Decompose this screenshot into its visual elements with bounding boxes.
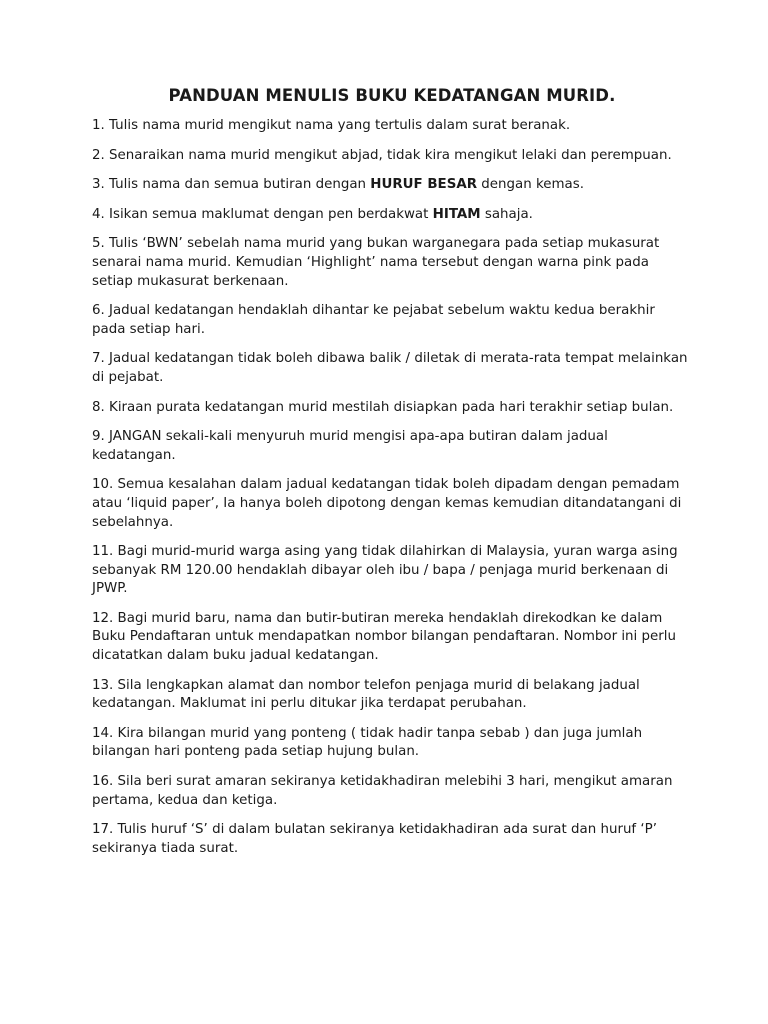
list-item-6: 6. Jadual kedatangan hendaklah dihantar ke pejabat sebelum waktu kedua berakhir pada setiap hari.	[92, 303, 655, 337]
list-item-7: 7. Jadual kedatangan tidak boleh dibawa balik / diletak di merata-rata tempat melainkan di pejabat.	[92, 351, 688, 385]
list-item-9: 9. JANGAN sekali-kali menyuruh murid mengisi apa-apa butiran dalam jadual kedatangan.	[92, 429, 608, 463]
list-item-11: 11. Bagi murid-murid warga asing yang tidak dilahirkan di Malaysia, yuran warga asing sebanyak RM 120.00 hendaklah dibayar oleh ibu / bapa / penjaga murid berkenaan di JPWP.	[92, 544, 678, 597]
list-item-8: 8. Kiraan purata kedatangan murid mestilah disiapkan pada hari terakhir setiap bulan.	[92, 399, 674, 415]
list-item-17: 17. Tulis huruf ‘S’ di dalam bulatan sekiranya ketidakhadiran ada surat dan huruf ‘P’ sekiranya tiada surat.	[92, 822, 657, 856]
list-item-3-text-start: 3. Tulis nama dan semua butiran dengan	[92, 177, 371, 193]
list-item-3-text-end: dengan kemas.	[477, 177, 584, 193]
list-item-4-emphasis: HITAM	[432, 206, 481, 222]
list-item-4-text-end: sahaja.	[480, 206, 533, 222]
list-item-3-emphasis: HURUF BESAR	[370, 177, 478, 193]
list-item-1: 1. Tulis nama murid mengikut nama yang tertulis dalam surat beranak.	[92, 118, 571, 133]
list-item-16: 16. Sila beri surat amaran sekiranya ketidakhadiran melebihi 3 hari, mengikut amaran pertama, kedua dan ketiga.	[92, 774, 673, 808]
document-title: PANDUAN MENULIS BUKU KEDATANGAN MURID.	[168, 86, 616, 105]
list-item-4-text-start: 4. Isikan semua maklumat dengan pen berdakwat	[92, 206, 433, 222]
list-item-3	[92, 176, 692, 195]
list-item-12: 12. Bagi murid baru, nama dan butir-butiran mereka hendaklah direkodkan ke dalam Buku Pendaftaran untuk mendapatkan nombor bilangan pendaftaran. Nombor ini perlu dicatatkan dalam buku jadual kedatangan.	[92, 610, 676, 664]
list-item-13: 13. Sila lengkapkan alamat dan nombor telefon penjaga murid di belakang jadual kedatangan. Maklumat ini perlu ditukar jika terdapat perubahan.	[92, 677, 640, 712]
list-item-14: 14. Kira bilangan murid yang ponteng ( tidak hadir tanpa sebab ) dan juga jumlah bilangan hari ponteng pada setiap hujung bulan.	[92, 725, 643, 760]
list-item-5: 5. Tulis ‘BWN’ sebelah nama murid yang bukan warganegara pada setiap mukasurat senarai nama murid. Kemudian ‘Highlight’ nama tersebut dengan warna pink pada setiap mukasurat berkenaan.	[92, 236, 660, 289]
list-item-4	[92, 206, 692, 225]
list-item-10: 10. Semua kesalahan dalam jadual kedatangan tidak boleh dipadam dengan pemadam atau ‘liquid paper’, Ia hanya boleh dipotong dengan kemas kemudian ditandatangani di sebelahnya.	[92, 477, 682, 530]
document-page	[92, 86, 692, 869]
list-item-2: 2. Senaraikan nama murid mengikut abjad, tidak kira mengikut lelaki dan perempuan.	[92, 147, 672, 163]
